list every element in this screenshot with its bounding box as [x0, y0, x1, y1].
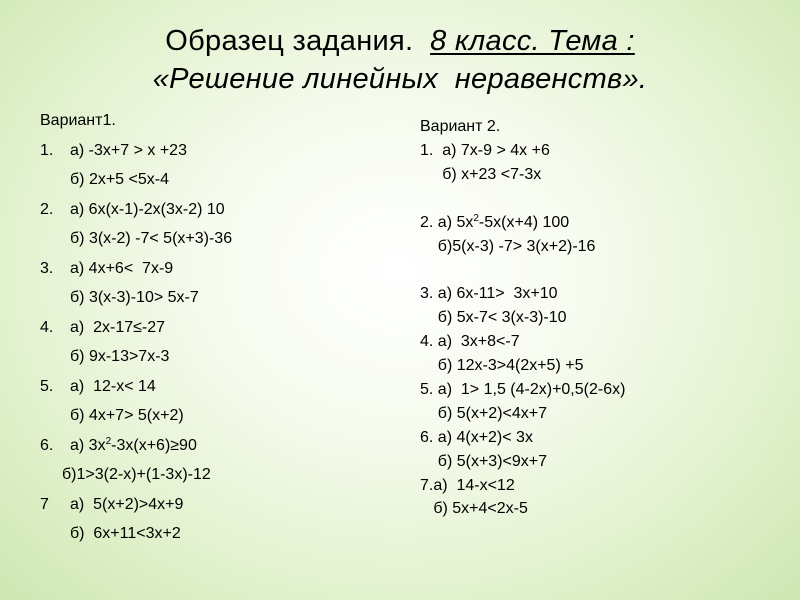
problem-text: а) 2х-17≤-27 — [70, 319, 166, 336]
problem-text: 6. а) 4(х+2)< 3х — [420, 429, 533, 446]
variant-1-problem — [40, 525, 181, 543]
problem-text: -5х(х+4) 100 — [478, 214, 570, 231]
title-line-1 — [0, 22, 800, 60]
problem-text: 7.а) 14-х<12 — [420, 477, 515, 494]
problem-text: б) 5(х+3)<9х+7 — [420, 453, 547, 470]
variant-2-problem — [420, 477, 515, 495]
problem-text: а) 5(х+2)>4х+9 — [70, 496, 184, 513]
problem-text: б) 5(х+2)<4х+7 — [420, 405, 547, 422]
problem-text: б) 9х-13>7х-3 — [70, 348, 170, 365]
problem-number: 4. — [40, 319, 54, 336]
problem-text: б) 12х-3>4(2х+5) +5 — [420, 357, 584, 374]
variant-2-problem — [420, 238, 595, 256]
problem-text: б) 5х+4<2х-5 — [420, 500, 528, 517]
variant-1-problem — [40, 142, 187, 160]
variant-1-problem — [40, 496, 183, 514]
problem-text: а) 3х — [70, 437, 106, 454]
problem-text: а) 6х(х-1)-2х(3х-2) 10 — [70, 201, 225, 218]
variant-1-problem — [40, 348, 169, 366]
problem-text: б) 3(х-2) -7< 5(х+3)-36 — [70, 230, 233, 247]
variant-1-problem — [40, 171, 169, 189]
problem-text: б) 5х-7< 3(х-3)-10 — [420, 309, 567, 326]
problem-number: 5. — [40, 378, 54, 395]
variant-2-problem — [420, 142, 550, 160]
variant-2-problem — [420, 357, 583, 375]
title-prefix: Образец задания. — [165, 25, 414, 57]
title-line-2: «Решение линейных неравенств». — [152, 63, 648, 95]
problem-text: 4. а) 3х+8<-7 — [420, 333, 520, 350]
problem-text: б) 2х+5 <5х-4 — [70, 171, 169, 188]
variant-1-problem — [40, 407, 184, 425]
problem-text: б) 3(х-3)-10> 5х-7 — [70, 289, 199, 306]
problem-text: б)1>3(2-х)+(1-3х)-12 — [62, 466, 211, 483]
problem-text: б) 4х+7> 5(х+2) — [70, 407, 184, 424]
problem-number: 1. — [40, 142, 54, 159]
problem-number: 7 — [40, 496, 49, 513]
variant-2-problem — [420, 333, 520, 351]
variant-1-problem — [40, 319, 165, 337]
problem-number: 2. — [40, 201, 54, 218]
variant-1-problem — [40, 289, 199, 307]
variant-2-problem — [420, 453, 547, 471]
variant-2-problem — [420, 405, 547, 423]
problem-text: -3х(х+6)≥90 — [111, 437, 197, 454]
problem-text: 2. а) 5х — [420, 214, 474, 231]
variant-1-problem — [40, 437, 197, 455]
problem-text: б)5(х-3) -7> 3(х+2)-16 — [420, 238, 596, 255]
problem-text: а) 4х+6< 7х-9 — [70, 260, 174, 277]
variant-2-problem — [420, 500, 528, 518]
slide-title — [0, 22, 800, 98]
exponent: 2 — [473, 213, 479, 224]
variant-2-problem — [420, 381, 625, 399]
variant-1-problem — [40, 466, 211, 484]
exponent: 2 — [105, 436, 112, 447]
problem-text: б) х+23 <7-3х — [420, 166, 542, 183]
title-grade-topic: 8 класс. Тема : — [430, 25, 635, 57]
variant-1-problem — [40, 230, 232, 248]
problem-text: б) 6х+11<3х+2 — [70, 525, 181, 542]
variant-2-problem — [420, 285, 558, 303]
variant-1-problem — [40, 378, 156, 396]
variant-2-problem — [420, 166, 541, 184]
problem-text: 3. а) 6х-11> 3х+10 — [420, 285, 558, 302]
variant-1-heading: Вариант1. — [40, 112, 116, 129]
problem-text: 5. а) 1> 1,5 (4-2х)+0,5(2-6х) — [420, 381, 626, 398]
problem-text: а) -3х+7 > х +23 — [70, 142, 187, 159]
variant-2-problem — [420, 214, 569, 232]
variant-1-problem — [40, 201, 225, 219]
problem-number: 6. — [40, 437, 54, 454]
variant-2-heading: Вариант 2. — [420, 118, 501, 135]
variant-2-problem — [420, 429, 533, 447]
problem-text: 1. а) 7х-9 > 4х +6 — [420, 142, 550, 159]
problem-number: 3. — [40, 260, 54, 277]
variant-2-problem — [420, 309, 567, 327]
variant-1-problem — [40, 260, 173, 278]
problem-text: а) 12-х< 14 — [70, 378, 156, 395]
